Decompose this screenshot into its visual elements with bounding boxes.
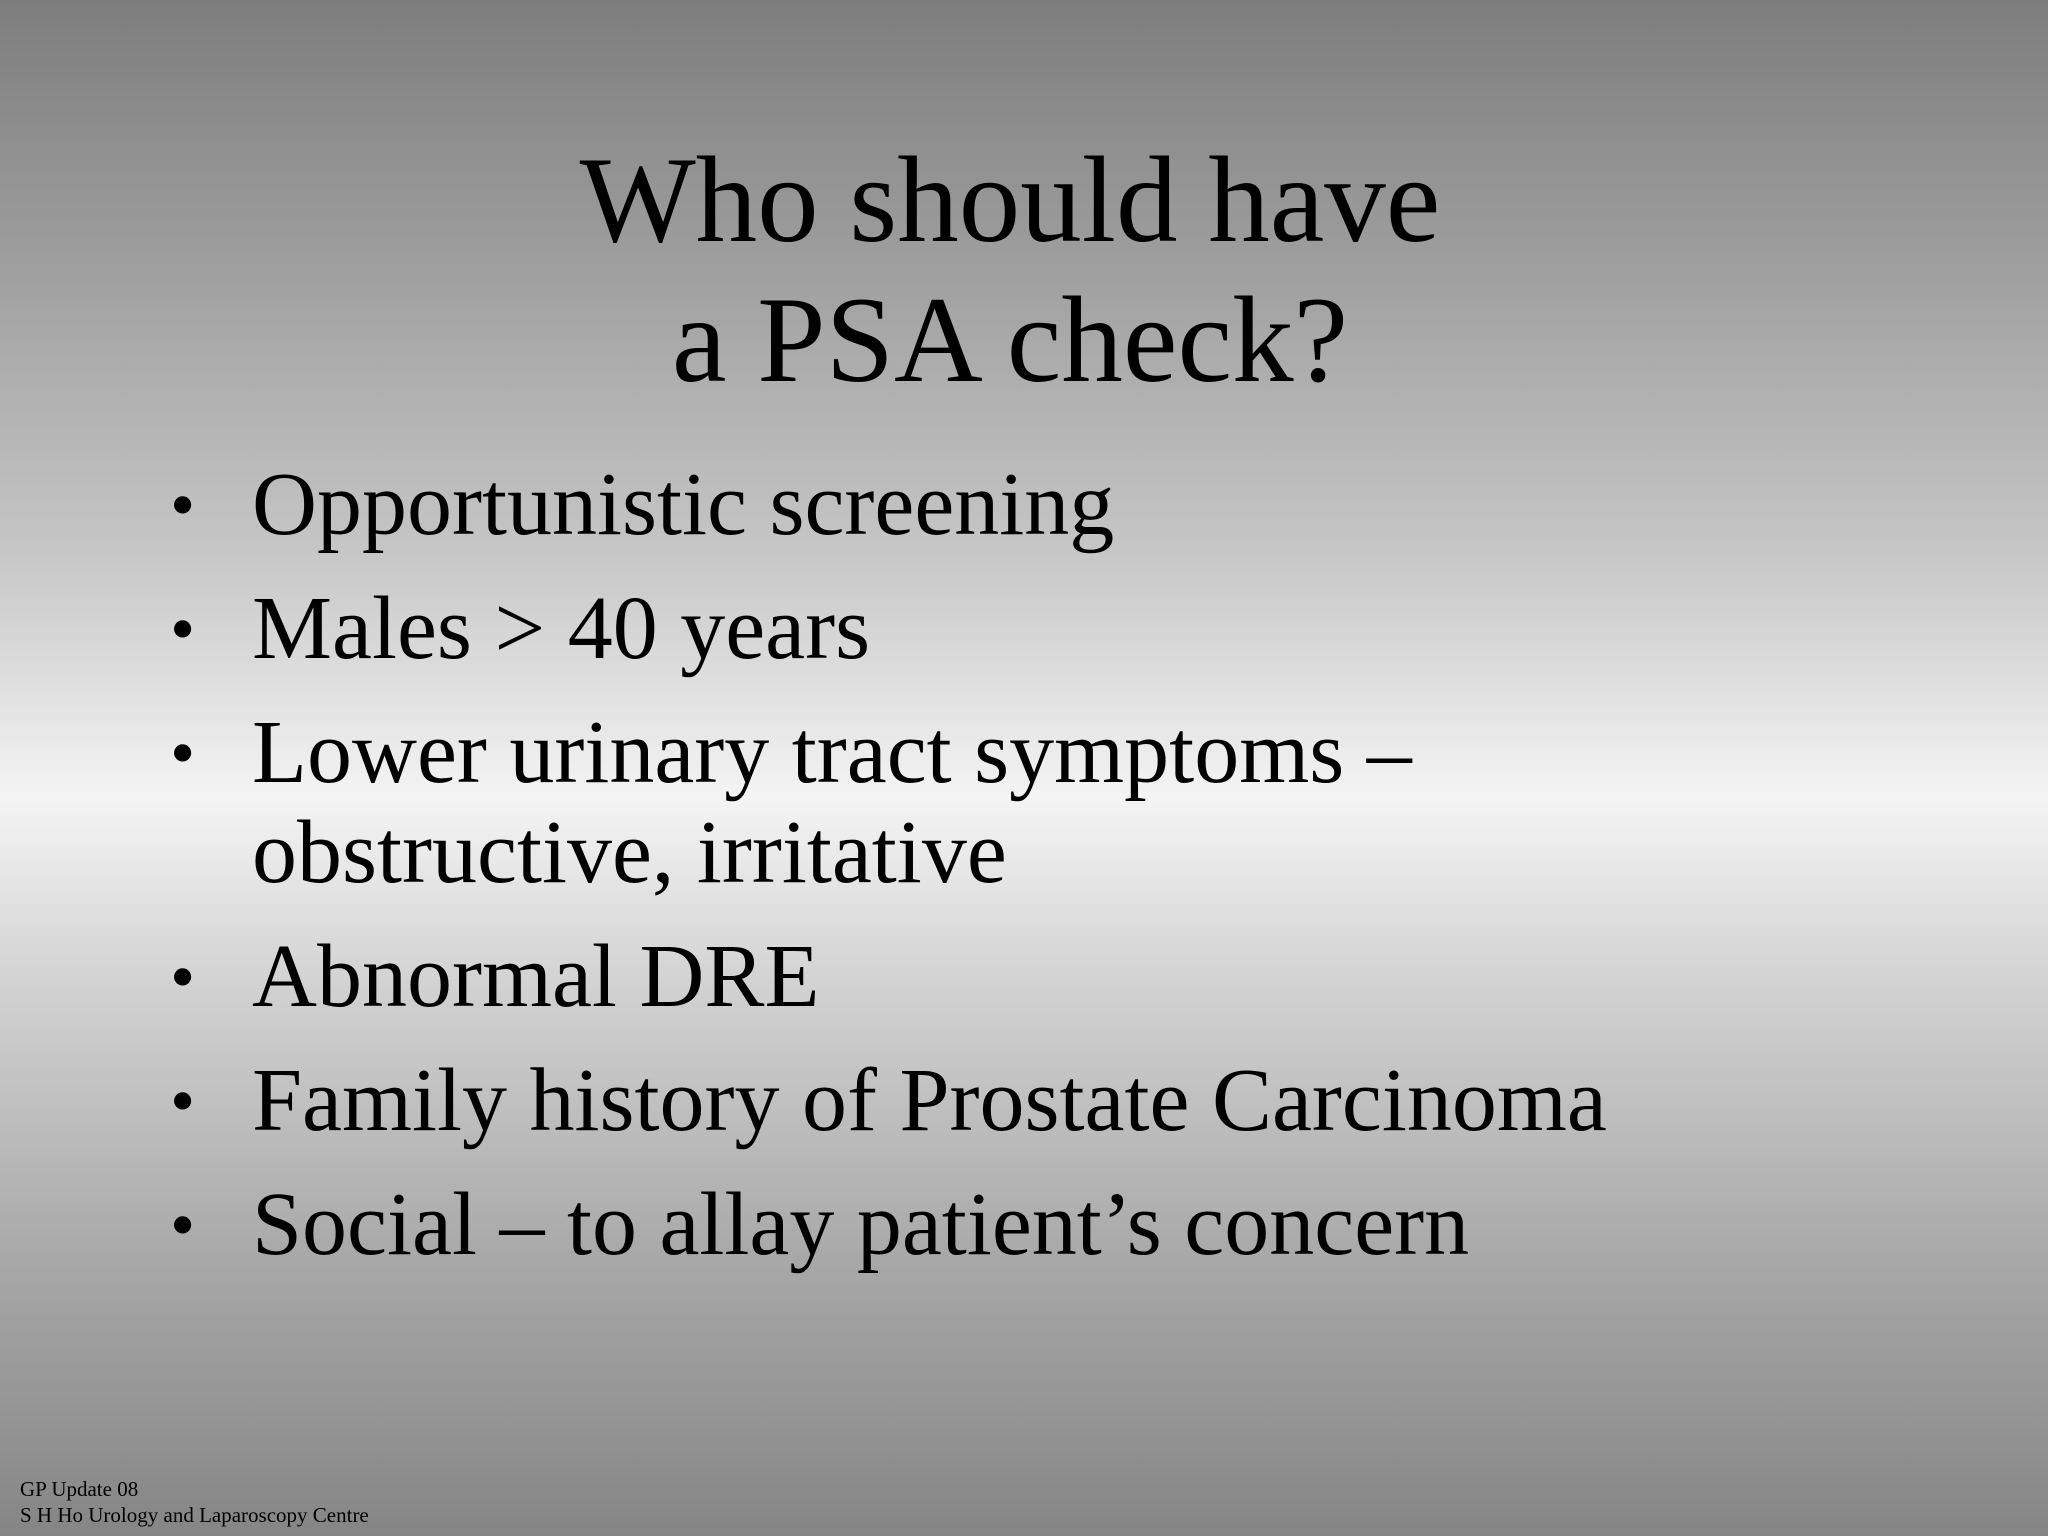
bullet-item-opportunistic-screening	[170, 455, 1970, 555]
bullet-point-icon: •	[170, 465, 196, 545]
bullet-point-icon: •	[170, 713, 196, 793]
footer-organization: S H Ho Urology and Laparoscopy Centre	[20, 1503, 369, 1527]
slide-title	[0, 130, 2020, 410]
bullet-item-family-history	[170, 1051, 1970, 1151]
title-line-1: Who should have	[579, 131, 1441, 268]
bullet-item-abnormal-dre	[170, 927, 1970, 1027]
bullet-text: Family history of Prostate Carcinoma	[252, 1051, 1607, 1150]
bullet-text: Males > 40 years	[252, 579, 871, 678]
bullet-point-icon: •	[170, 937, 196, 1017]
bullet-text: Abnormal DRE	[252, 927, 820, 1026]
bullet-list	[170, 455, 1970, 1299]
bullet-point-icon: •	[170, 589, 196, 669]
bullet-text-line-2: obstructive, irritative	[252, 803, 1007, 902]
slide-footer	[20, 1476, 369, 1528]
footer-event: GP Update 08	[20, 1477, 139, 1501]
title-line-2: a PSA check?	[671, 271, 1349, 408]
bullet-item-males-over-40	[170, 579, 1970, 679]
bullet-point-icon: •	[170, 1185, 196, 1265]
bullet-text-line-1: Lower urinary tract symptoms –	[252, 703, 1412, 802]
bullet-item-social	[170, 1175, 1970, 1275]
bullet-point-icon: •	[170, 1061, 196, 1141]
bullet-text: Social – to allay patient’s concern	[252, 1175, 1470, 1274]
bullet-text: Opportunistic screening	[252, 455, 1115, 554]
bullet-item-luts	[170, 703, 1970, 903]
